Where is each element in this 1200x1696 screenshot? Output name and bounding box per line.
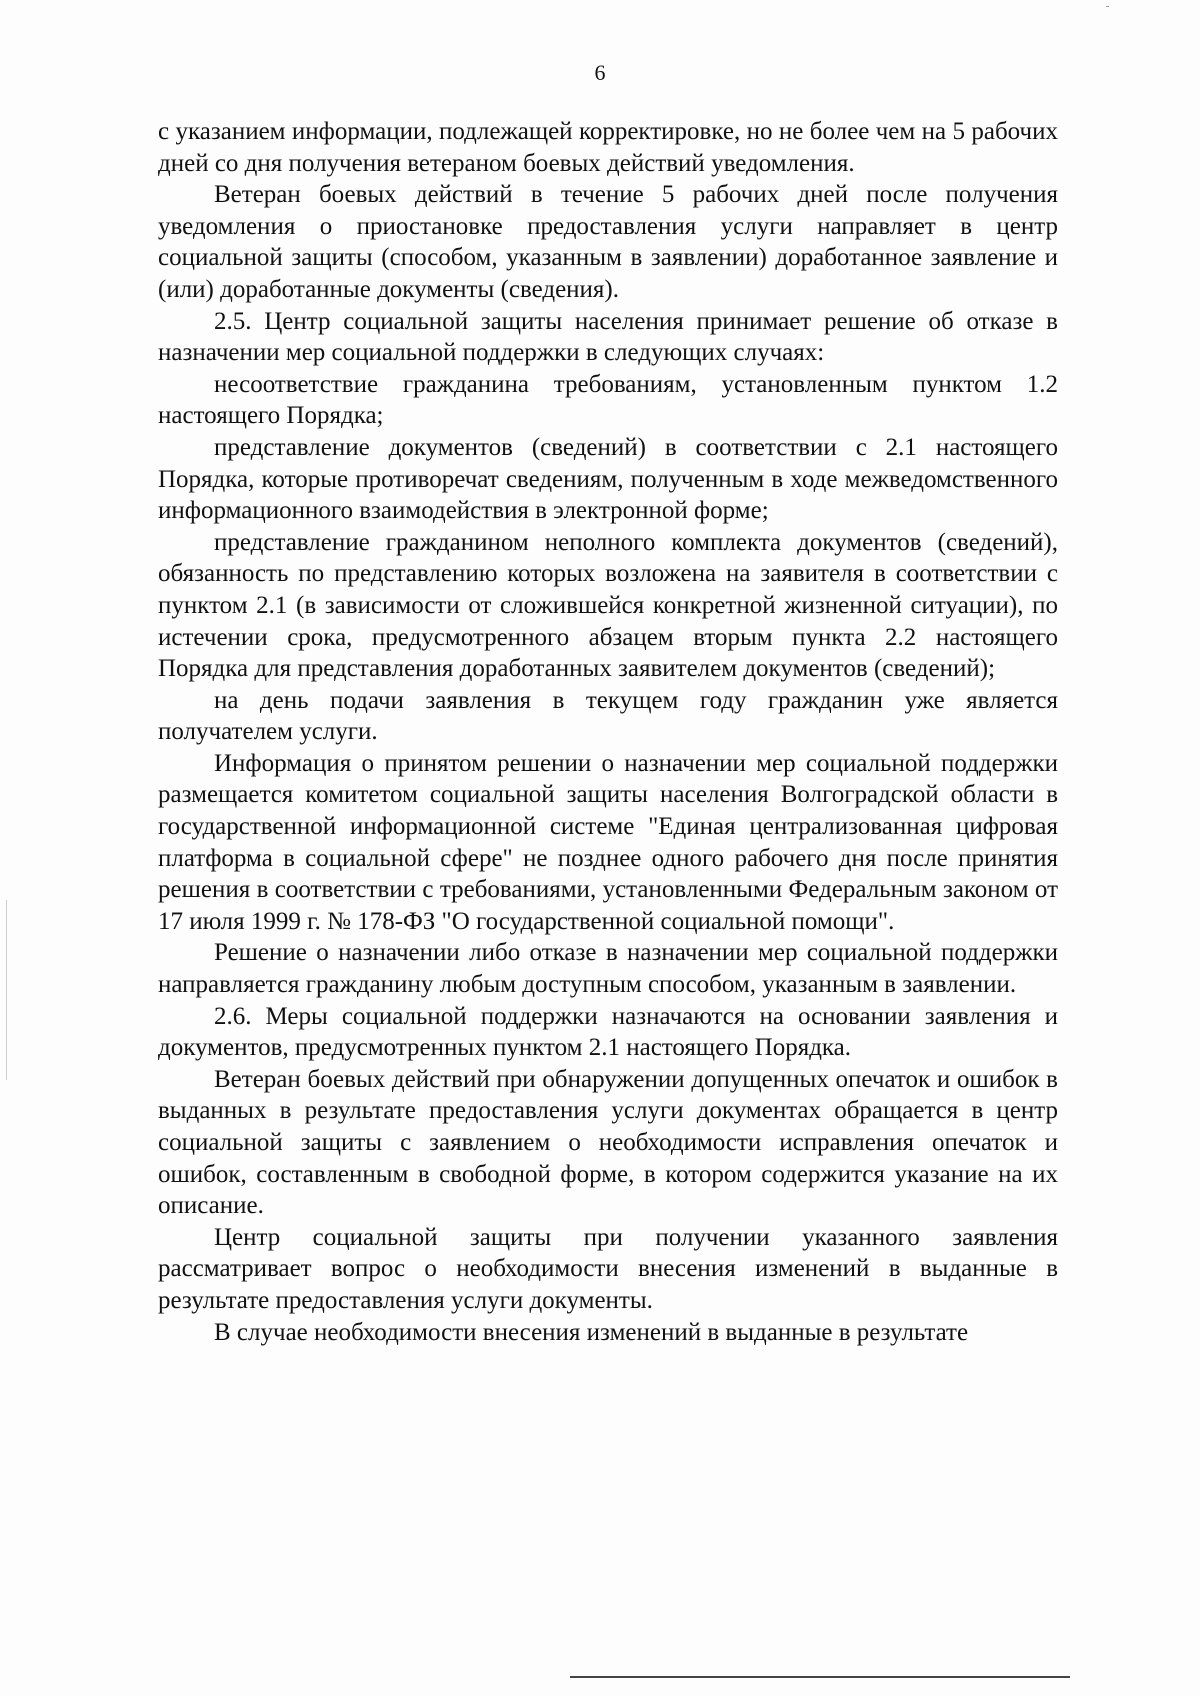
paragraph-continuation: с указанием информации, подлежащей корректировке, но не более чем на 5 рабочих дней со дня получения ветераном боевых действий уведомления.	[158, 118, 1058, 177]
list-item-refusal-reason: на день подачи заявления в текущем году гражданин уже является получателем услуги.	[158, 686, 1058, 746]
scan-artifact	[1106, 6, 1109, 7]
scan-artifact	[570, 1676, 1070, 1678]
list-item-refusal-reason: представление документов (сведений) в соответствии с 2.1 настоящего Порядка, которые противоречат сведениям, полученным в ходе межведомственного информационного взаимодействия в электронной форме;	[158, 433, 1058, 525]
paragraph: Центр социальной защиты при получении указанного заявления рассматривает вопрос о необходимости внесения изменений в выданные в результате предоставления услуги документы.	[158, 1223, 1058, 1314]
paragraph: Информация о принятом решении о назначении мер социальной поддержки размещается комитетом социальной защиты населения Волгоградской области в государственной информационной системе "Единая централизованная цифровая платформа в социальной сфере" не позднее одного рабочего дня после принятия решения в соответствии с требованиями, установленными Федеральным законом от 17 июля 1999 г. № 178-ФЗ "О государственной социальной помощи".	[158, 749, 1058, 935]
paragraph-section-2-5: 2.5. Центр социальной защиты населения принимает решение об отказе в назначении мер социальной поддержки в следующих случаях:	[158, 307, 1058, 367]
paragraph: Ветеран боевых действий при обнаружении допущенных опечаток и ошибок в выданных в результате предоставления услуги документах обращается в центр социальной защиты с заявлением о необходимости исправления опечаток и ошибок, составленным в свободной форме, в котором содержится указание на их описание.	[158, 1065, 1058, 1220]
page-number: 6	[594, 60, 606, 85]
paragraph-section-2-6: 2.6. Меры социальной поддержки назначаются на основании заявления и документов, предусмотренных пунктом 2.1 настоящего Порядка.	[158, 1002, 1058, 1062]
document-body	[158, 116, 1058, 1348]
list-item-refusal-reason: представление гражданином неполного комплекта документов (сведений), обязанность по представлению которых возложена на заявителя в соответствии с пунктом 2.1 (в зависимости от сложившейся конкретной жизненной ситуации), по истечении срока, предусмотренного абзацем вторым пункта 2.2 настоящего Порядка для представления доработанных заявителем документов (сведений);	[158, 528, 1058, 683]
paragraph: Решение о назначении либо отказе в назначении мер социальной поддержки направляется гражданину любым доступным способом, указанным в заявлении.	[158, 939, 1058, 999]
paragraph-continues: В случае необходимости внесения изменений в выданные в результате	[214, 1318, 969, 1346]
paragraph: Ветеран боевых действий в течение 5 рабочих дней после получения уведомления о приостановке предоставления услуги направляет в центр социальной защиты (способом, указанным в заявлении) доработанное заявление и (или) доработанные документы (сведения).	[158, 181, 1058, 303]
scan-artifact	[6, 900, 7, 1080]
list-item-refusal-reason: несоответствие гражданина требованиям, установленным пунктом 1.2 настоящего Порядка;	[158, 370, 1058, 430]
